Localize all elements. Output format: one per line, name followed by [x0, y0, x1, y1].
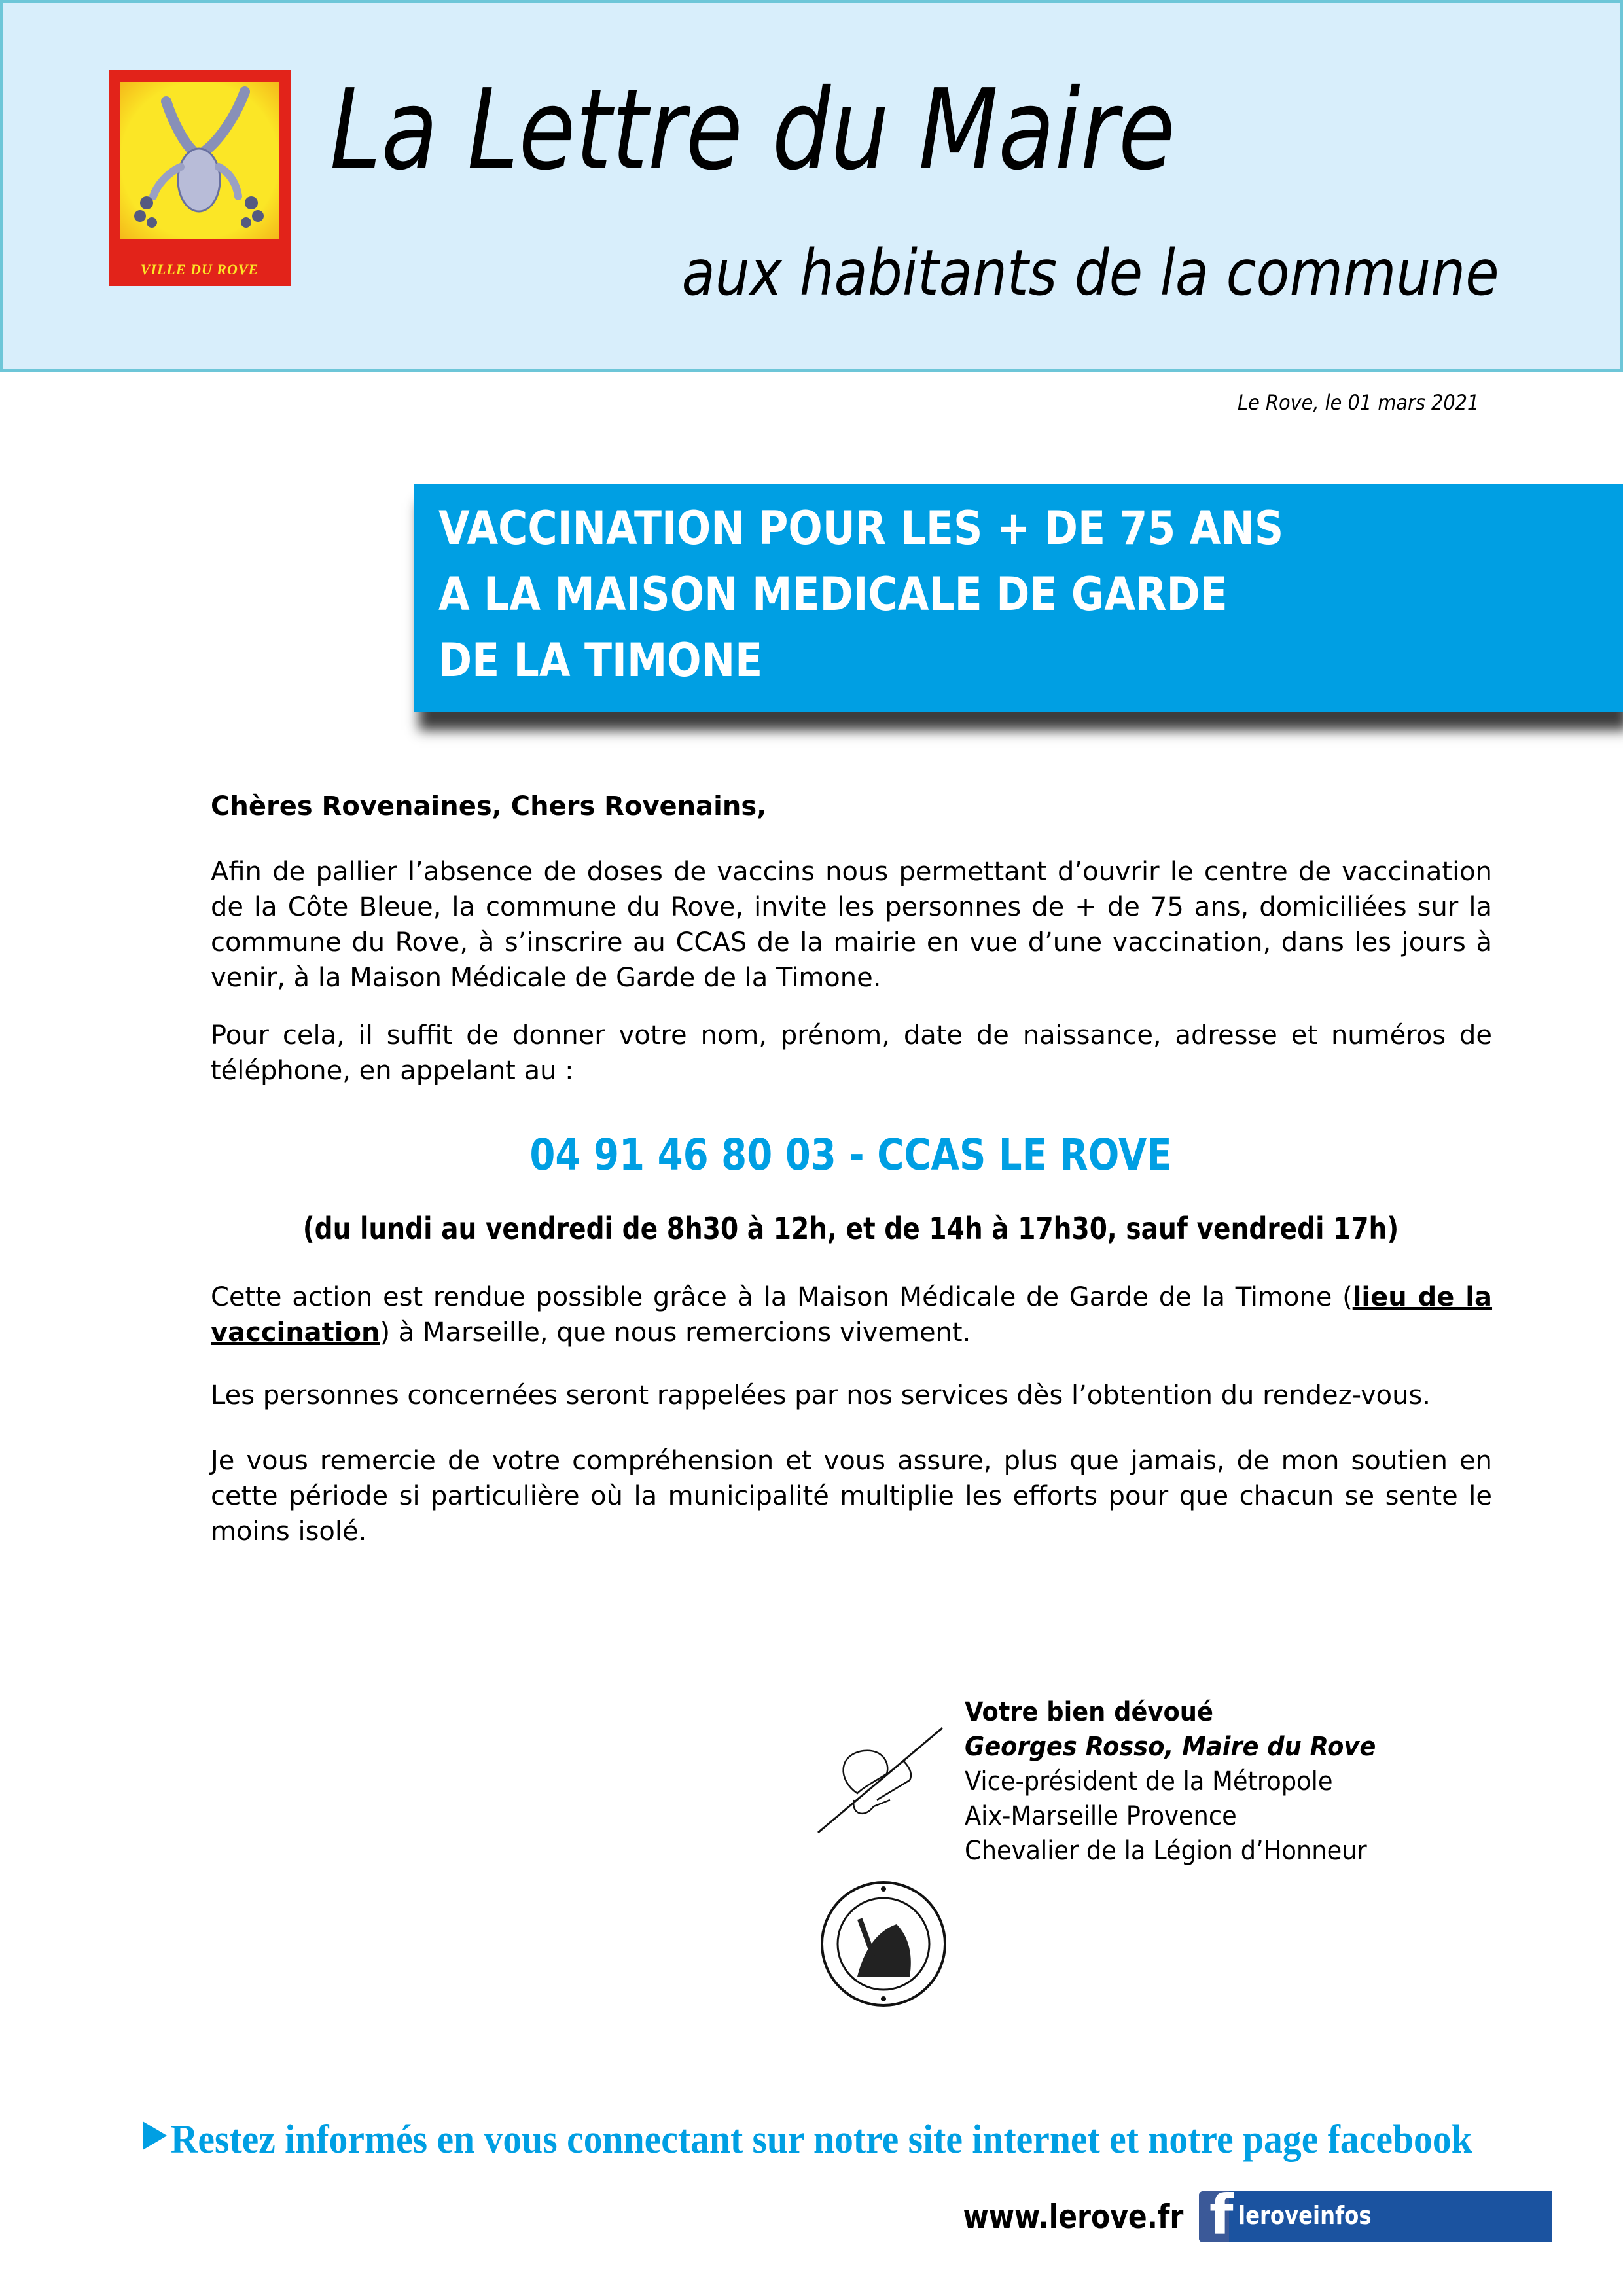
headline-line: VACCINATION POUR LES + DE 75 ANS — [438, 501, 1284, 555]
letter-header — [0, 0, 1623, 372]
paragraph-thanks — [211, 1280, 1492, 1350]
office-hours: (du lundi au vendredi de 8h30 à 12h, et de 14h à 17h30, sauf vendredi 17h) — [302, 1211, 1399, 1246]
paragraph-thanks-end: ) à Marseille, que nous remercions vivement. — [380, 1318, 971, 1348]
contact-phone: 04 91 46 80 03 - CCAS LE ROVE — [529, 1130, 1172, 1180]
salutation-text: Chères Rovenaines, Chers Rovenains, — [211, 791, 767, 821]
signatory-role: Chevalier de la Légion d’Honneur — [965, 1836, 1367, 1866]
logo-text: VILLE DU ROVE — [140, 261, 259, 278]
signature-block — [965, 1695, 1376, 1869]
signatory-role: Aix-Marseille Provence — [965, 1801, 1237, 1831]
paragraph-closing: Je vous remercie de votre compréhension et vous assure, plus que jamais, de mon soutien en cette période si particulière où la municipalité multiplie les efforts pour que chacun se sente le moins isolé. — [211, 1446, 1492, 1547]
letter-date: Le Rove, le 01 mars 2021 — [1237, 390, 1479, 415]
signatory-name: Georges Rosso, Maire du Rove — [965, 1732, 1376, 1762]
town-hall-stamp — [818, 1878, 949, 2009]
paragraph-thanks-text: Cette action est rendue possible grâce à la Maison Médicale de Garde de la Timone ( — [211, 1282, 1353, 1312]
facebook-badge[interactable] — [1199, 2183, 1552, 2247]
paragraph-callback: Les personnes concernées seront rappelées par nos services dès l’obtention du rendez-vous. — [211, 1380, 1431, 1410]
footer-tagline-text: Restez informés en vous connectant sur notre site internet et notre page facebook — [170, 2117, 1472, 2162]
letter-subtitle: aux habitants de la commune — [682, 236, 1499, 310]
headline-line: A LA MAISON MEDICALE DE GARDE — [438, 567, 1228, 621]
signatory-role: Vice-président de la Métropole — [965, 1767, 1333, 1797]
facebook-icon: f — [1199, 2191, 1229, 2242]
closing-formula: Votre bien dévoué — [965, 1697, 1213, 1727]
goat-emblem — [120, 82, 279, 239]
stamp-star-icon — [881, 1996, 886, 2001]
town-logo — [109, 70, 291, 286]
footer-tagline — [143, 2119, 1472, 2160]
headline-line: DE LA TIMONE — [438, 634, 763, 687]
mayor-signature — [812, 1702, 955, 1846]
salutation — [211, 789, 1492, 824]
website-link[interactable]: www.lerove.fr — [963, 2198, 1183, 2236]
paragraph-instructions: Pour cela, il suffit de donner votre nom, prénom, date de naissance, adresse et numéros de téléphone, en appelant au : — [211, 1020, 1492, 1086]
play-arrow-icon — [143, 2121, 167, 2150]
paragraph-intro: Afin de pallier l’absence de doses de vaccins nous permettant d’ouvrir le centre de vaccination de la Côte Bleue, la commune du Rove, invite les personnes de + de 75 ans, domiciliées sur la commune du Rove, à s’inscrire au CCAS de la mairie en vue d’une vaccination, dans les jours à venir, à la Maison Médicale de Garde de la Timone. — [211, 857, 1492, 993]
vaccination-location-link: lieu de la vaccination — [211, 1282, 1493, 1348]
goat-icon — [120, 82, 279, 239]
headline-banner — [414, 484, 1623, 712]
letter-title: La Lettre du Maire — [330, 65, 1175, 195]
stamp-star-icon — [881, 1886, 886, 1892]
facebook-page-name: leroveinfos — [1238, 2201, 1372, 2230]
